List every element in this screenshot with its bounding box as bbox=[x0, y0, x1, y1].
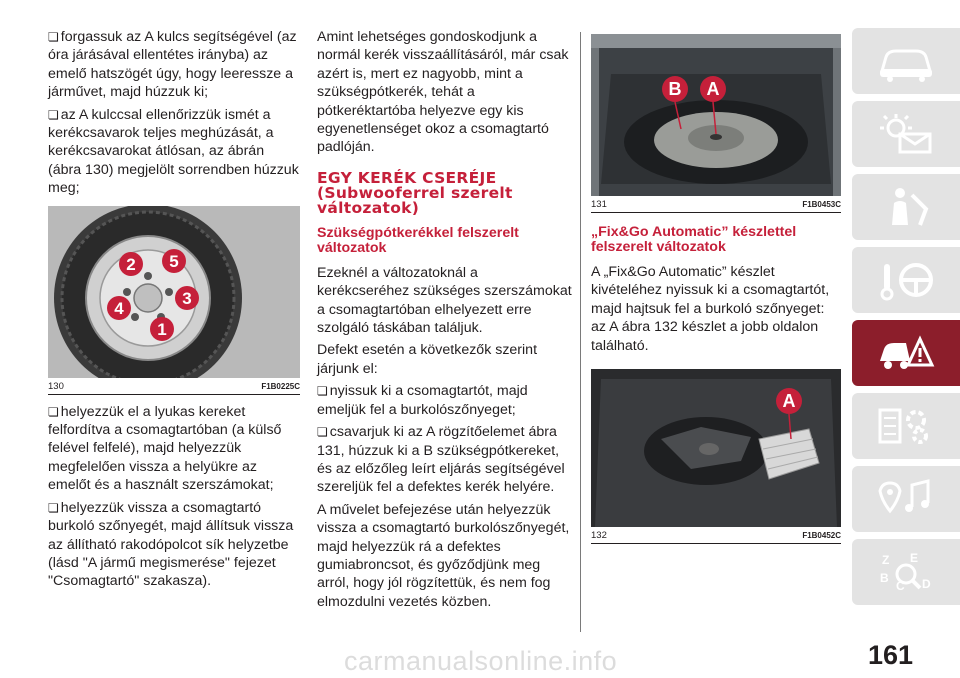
seatbelt-safety-icon bbox=[876, 185, 936, 229]
tab-car-dashboard[interactable] bbox=[852, 28, 960, 94]
bullet-lower-vehicle: ❏ forgassuk az A kulcs segítségével (az óra járásával ellentétes irányba) az emelő hatszögét úgy, hogy leeressze a járművet, majd húzzuk ki; bbox=[48, 28, 300, 102]
page-number: 161 bbox=[868, 640, 914, 670]
subsection-title: Szükségpótkerékkel felszerelt változatok bbox=[317, 224, 519, 256]
svg-text:E: E bbox=[910, 551, 919, 565]
label-b: B bbox=[668, 79, 682, 99]
column-divider bbox=[580, 32, 581, 632]
fixgo-kit-illustration bbox=[591, 369, 841, 527]
text-column-2 bbox=[317, 28, 574, 615]
figure-131 bbox=[591, 34, 841, 213]
figure-131-caption bbox=[591, 196, 841, 212]
tab-key-steering[interactable] bbox=[852, 247, 960, 313]
fixgo-subsection-title: „Fix&Go Automatic” készlettel felszerelt változatok bbox=[591, 224, 797, 255]
warning-lights-icon bbox=[876, 112, 936, 156]
fixgo-paragraph: A „Fix&Go Automatic” készlet kivételéhez nyissuk ki a csomagtartót, majd hajtsuk fel a burkoló szőnyeget: az A ábra 132 készlet a jobb oldalon található. bbox=[591, 264, 830, 354]
key-steering-wheel-icon bbox=[876, 258, 936, 302]
watermark-text: carmanualsonline.info bbox=[344, 646, 618, 676]
bolt-label-1: 1 bbox=[157, 319, 167, 339]
bolt-label-5: 5 bbox=[169, 251, 179, 271]
paragraph-finish: A művelet befejezése után helyezzük vissza a csomagtartó burkolószőnyegét, majd helyezzük rá a defektes gumiabroncsot, és győződjünk meg arról, hogy jól rögzítettük, és nem fog elmozdulni vezetés közben. bbox=[317, 501, 570, 610]
bullet-stow-wheel: ❏ helyezzük el a lyukas kereket felfordítva a csomagtartóban (a külső felével felfelé), majd helyezzük megfelelően vissza a helyükre az emelőt és a használt szerszámokat; bbox=[48, 403, 300, 495]
figure-132-caption bbox=[591, 527, 841, 543]
tab-seatbelt-safety[interactable] bbox=[852, 174, 960, 240]
car-emergency-icon bbox=[876, 331, 936, 375]
intro-paragraph: Amint lehetséges gondoskodjunk a normál kerék visszaállításáról, már csak azért is, mert ez nagyobb, mint a szükségpótkerék, tehát a pótkeréktartóba helyezve egy kis egyenetlenséget okoz a csomagtartó padlóján. bbox=[317, 29, 569, 156]
multimedia-music-icon bbox=[876, 477, 936, 521]
figure-code: F1B0225C bbox=[261, 381, 300, 391]
svg-text:C: C bbox=[896, 579, 905, 593]
bullet-restore-mat: ❏ helyezzük vissza a csomagtartó burkoló szőnyegét, majd állítsuk vissza az állítható rakodópolcot sík helyzetbe (lásd "A jármű megismerése" fejezet "Csomagtartó" szakasza). bbox=[48, 499, 300, 591]
chapter-tabs bbox=[852, 28, 960, 612]
figure-code: F1B0452C bbox=[802, 531, 841, 541]
spare-wheel-trunk-illustration bbox=[591, 34, 841, 196]
bullet-open-trunk: ❏ nyissuk ki a csomagtartót, majd emeljük fel a burkolószőnyeget; bbox=[317, 382, 574, 419]
figure-130 bbox=[48, 206, 300, 395]
tab-alphabetical-index[interactable] bbox=[852, 539, 960, 605]
bullet-unscrew-fastener: ❏ csavarjuk ki az A rögzítőelemet ábra 131, húzzuk ki a B szükségpótkereket, és az előzőleg leírt eljárás segítségével szereljük fel a defektes kerék helyére. bbox=[317, 423, 574, 497]
tab-car-emergency[interactable] bbox=[852, 320, 960, 386]
svg-text:D: D bbox=[922, 577, 931, 591]
kit-label-a: A bbox=[782, 391, 796, 412]
tab-maintenance[interactable] bbox=[852, 393, 960, 459]
figure-130-caption bbox=[48, 378, 300, 394]
paragraph-defect: Defekt esetén a következők szerint járjunk el: bbox=[317, 342, 538, 377]
figure-number: 132 bbox=[591, 530, 607, 542]
label-a: A bbox=[706, 79, 720, 99]
car-dashboard-icon bbox=[876, 39, 936, 83]
section-title: EGY KERÉK CSERÉJE (Subwooferrel szerelt változatok) bbox=[317, 168, 513, 217]
wheel-bolt-order-illustration bbox=[48, 206, 300, 378]
tab-warning-lights[interactable] bbox=[852, 101, 960, 167]
bolt-label-3: 3 bbox=[182, 288, 192, 308]
text-column-1 bbox=[48, 28, 300, 595]
figure-132 bbox=[591, 369, 841, 544]
bolt-label-4: 4 bbox=[114, 298, 124, 318]
maintenance-gears-icon bbox=[876, 404, 936, 448]
tab-multimedia[interactable] bbox=[852, 466, 960, 532]
svg-text:Z: Z bbox=[882, 553, 890, 567]
alphabetical-index-icon bbox=[876, 550, 936, 594]
bullet-check-bolts: ❏ az A kulccsal ellenőrizzük ismét a kerékcsavarok teljes meghúzását, a kerékcsavarokat átlósan, az ábrán (ábra 130) megjelölt sorrendben húzzuk meg; bbox=[48, 106, 300, 198]
figure-number: 130 bbox=[48, 380, 64, 392]
bolt-label-2: 2 bbox=[126, 254, 136, 274]
figure-code: F1B0453C bbox=[802, 200, 841, 209]
svg-text:B: B bbox=[880, 571, 889, 585]
text-column-3 bbox=[591, 28, 841, 552]
paragraph-tools: Ezeknél a változatoknál a kerékcseréhez szükséges szerszámokat a csomagtartóban elhelyezett erre szolgáló táskában találjuk. bbox=[317, 264, 572, 337]
figure-number: 131 bbox=[591, 199, 607, 210]
